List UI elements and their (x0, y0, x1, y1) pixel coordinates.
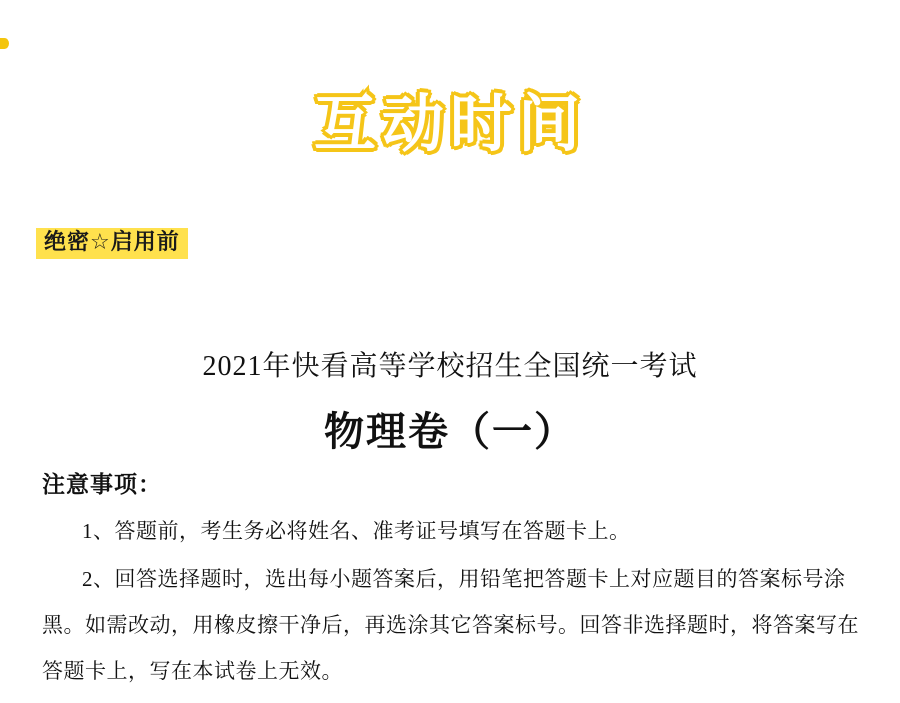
secrecy-label (36, 228, 188, 259)
notes-list (42, 508, 864, 694)
corner-mark-decoration (0, 38, 9, 49)
exam-subtitle: 2021年快看高等学校招生全国统一考试 (202, 351, 698, 382)
banner-title (0, 74, 900, 163)
exam-title: 物理卷（一） (324, 409, 576, 454)
notes-heading: 注意事项： (42, 472, 162, 497)
note-item: 2、回答选择题时，选出每小题答案后，用铅笔把答题卡上对应题目的答案标号涂黑。如需改动，用橡皮擦干净后，再选涂其它答案标号。回答非选择题时，将答案写在答题卡上，写在本试卷上无效。 (42, 567, 859, 683)
note-item: 1、答题前，考生务必将姓名、准考证号填写在答题卡上。 (82, 519, 631, 543)
banner-title-text: 互动时间 (313, 87, 586, 160)
secrecy-label-text: 绝密☆启用前 (36, 228, 188, 259)
